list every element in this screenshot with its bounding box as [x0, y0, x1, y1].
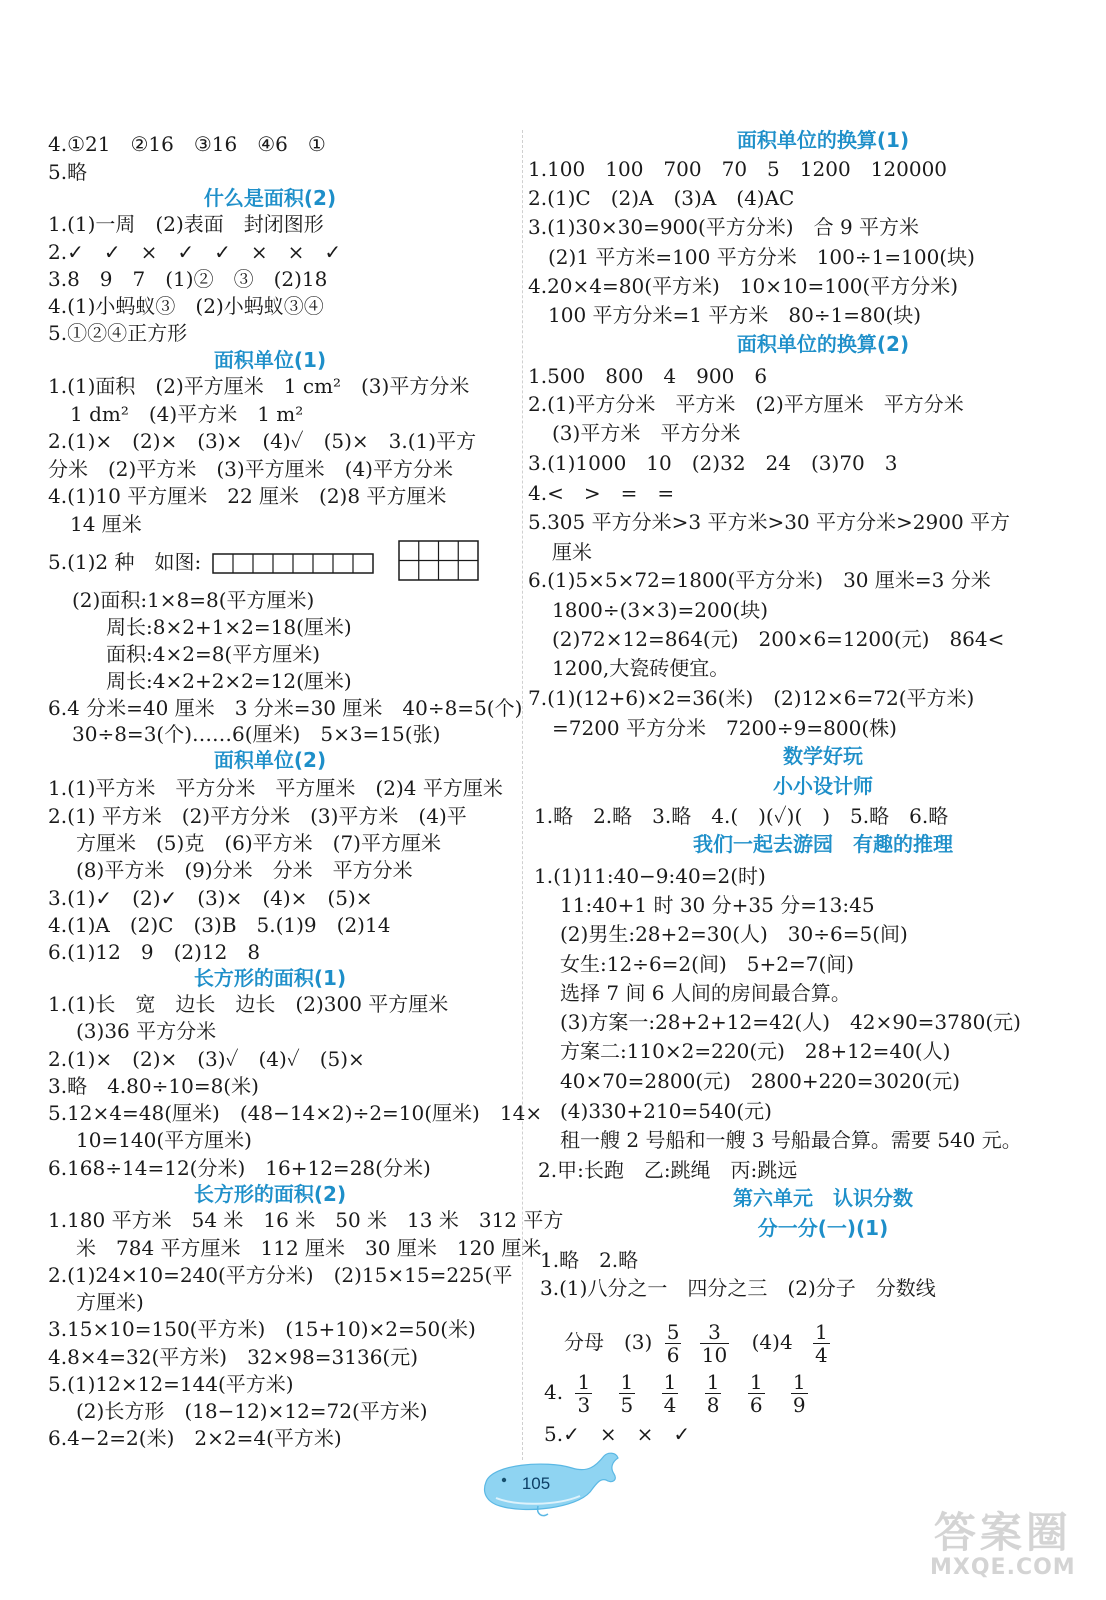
fraction — [705, 1371, 722, 1416]
answer-line: 6.(1)5×5×72=1800(平方分米) 30 厘米=3 分米 — [528, 568, 991, 592]
grid-figure-1x8 — [212, 553, 376, 575]
answer-line: (2)长方形 (18−12)×12=72(平方米) — [76, 1399, 428, 1423]
numerator: 3 — [700, 1321, 729, 1344]
answer-line: 1.略 2.略 — [540, 1248, 639, 1272]
answer-line: =7200 平方分米 7200÷9=800(株) — [552, 716, 897, 740]
answer-line: 面积:4×2=8(平方厘米) — [106, 642, 321, 666]
answer-line: 3.(1)八分之一 四分之三 (2)分子 分数线 — [540, 1276, 936, 1300]
answer-line: 选择 7 间 6 人间的房间最合算。 — [560, 981, 851, 1005]
fraction — [665, 1321, 682, 1366]
answer-line: 4.(1)10 平方厘米 22 厘米 (2)8 平方厘米 — [48, 484, 447, 508]
answer-line: 1.500 800 4 900 6 — [528, 364, 768, 388]
section-heading: 面积单位的换算(1) — [736, 128, 910, 152]
answer-line: 1.(1)11:40−9:40=2(时) — [534, 864, 766, 888]
answer-text: (4)4 — [751, 1330, 793, 1354]
answer-line: 10=140(平方厘米) — [76, 1128, 252, 1152]
answer-line: 2.(1)平方分米 平方米 (2)平方厘米 平方分米 — [528, 392, 964, 416]
answer-line: (2)72×12=864(元) 200×6=1200(元) 864< — [552, 627, 1005, 651]
numerator: 1 — [815, 1320, 828, 1344]
answer-line: 2.✓ ✓ × ✓ ✓ × × ✓ — [48, 240, 342, 264]
answer-line: 2.(1)24×10=240(平方分米) (2)15×15=225(平 — [48, 1263, 513, 1287]
answer-line: 1.(1)长 宽 边长 边长 (2)300 平方厘米 — [48, 992, 449, 1016]
answer-line: 1.100 100 700 70 5 1200 120000 — [528, 157, 948, 181]
answer-line: 5.(1)12×12=144(平方米) — [48, 1372, 294, 1396]
numerator: 1 — [749, 1370, 763, 1394]
denominator: 3 — [577, 1393, 591, 1417]
answer-line: 3.8 9 7 (1)② ③ (2)18 — [48, 267, 328, 291]
denominator: 9 — [792, 1393, 806, 1417]
answer-line: 4.(1)A (2)C (3)B 5.(1)9 (2)14 — [48, 913, 391, 937]
numerator: 1 — [620, 1370, 634, 1394]
answer-line: 2.甲:长跑 乙:跳绳 丙:跳远 — [538, 1158, 798, 1182]
answer-line: 方案二:110×2=220(元) 28+12=40(人) — [560, 1039, 951, 1063]
fraction — [791, 1371, 808, 1416]
watermark-logo-text: 答案圈 — [933, 1508, 1072, 1557]
fraction — [619, 1371, 636, 1416]
answer-line — [48, 548, 376, 576]
section-heading: 什么是面积(2) — [203, 186, 337, 210]
section-heading: 面积单位的换算(2) — [736, 332, 910, 356]
answer-line: 2.(1)C (2)A (3)A (4)AC — [528, 186, 795, 210]
denominator: 6 — [666, 1343, 680, 1367]
answer-line: 方厘米 (5)克 (6)平方米 (7)平方厘米 — [76, 831, 441, 855]
answer-line: 5.①②④正方形 — [48, 321, 188, 345]
answer-line: 4.20×4=80(平方米) 10×10=100(平方分米) — [528, 274, 959, 298]
answer-line: 方厘米) — [76, 1290, 144, 1314]
fraction — [575, 1371, 592, 1416]
answer-line: 3.(1)✓ (2)✓ (3)× (4)× (5)× — [48, 886, 373, 910]
answer-line: 4.(1)小蚂蚁③ (2)小蚂蚁③④ — [48, 294, 324, 318]
answer-line: 厘米 — [552, 540, 592, 564]
denominator: 4 — [663, 1393, 677, 1417]
answer-line: 1.(1)平方米 平方分米 平方厘米 (2)4 平方厘米 — [48, 776, 503, 800]
answer-line: 5.✓ × × ✓ — [544, 1422, 691, 1446]
answer-line: 4.8×4=32(平方米) 32×98=3136(元) — [48, 1345, 419, 1369]
denominator: 4 — [815, 1343, 828, 1367]
answer-line: 周长:4×2+2×2=12(厘米) — [106, 669, 352, 693]
denominator: 5 — [620, 1393, 634, 1417]
answer-line: 5.12×4=48(厘米) (48−14×2)÷2=10(厘米) 14× — [48, 1101, 543, 1125]
answer-line: 11:40+1 时 30 分+35 分=13:45 — [560, 893, 875, 917]
answer-line: (3)平方米 平方分米 — [552, 421, 741, 445]
answer-line: 米 784 平方厘米 112 厘米 30 厘米 120 厘米 — [76, 1236, 542, 1260]
answer-line: 女生:12÷6=2(间) 5+2=7(间) — [560, 952, 855, 976]
denominator: 10 — [701, 1343, 728, 1367]
answer-line: 1.180 平方米 54 米 16 米 50 米 13 米 312 平方 — [48, 1208, 564, 1232]
answer-line: 1.(1)面积 (2)平方厘米 1 cm² (3)平方分米 — [48, 374, 470, 398]
fraction — [700, 1321, 729, 1366]
numerator: 1 — [663, 1370, 677, 1394]
answer-line: 分米 (2)平方米 (3)平方厘米 (4)平方分米 — [48, 457, 453, 481]
answer-line: 5.305 平方分米>3 平方米>30 平方分米>2900 平方 — [528, 510, 1011, 534]
answer-line: 1.略 2.略 3.略 4.( )(✓)( ) 5.略 6.略 — [534, 804, 949, 828]
section-heading: 面积单位(2) — [213, 748, 327, 772]
section-heading: 分一分(一)(1) — [757, 1216, 889, 1240]
answer-line: 2.(1) 平方米 (2)平方分米 (3)平方米 (4)平 — [48, 804, 467, 828]
answer-text: 4. — [544, 1380, 564, 1404]
section-heading: 面积单位(1) — [213, 348, 327, 372]
grid-figure-2x4 — [398, 540, 480, 582]
answer-line: 租一艘 2 号船和一艘 3 号船最合算。需要 540 元。 — [560, 1128, 1022, 1152]
watermark-url: MXQE.COM — [930, 1555, 1076, 1580]
answer-line: 40×70=2800(元) 2800+220=3020(元) — [560, 1069, 961, 1093]
answer-line: 周长:8×2+1×2=18(厘米) — [106, 615, 352, 639]
answer-line: 5.略 — [48, 160, 88, 184]
answer-line: 6.168÷14=12(分米) 16+12=28(分米) — [48, 1156, 431, 1180]
fraction — [662, 1371, 679, 1416]
answer-line: 3.略 4.80÷10=8(米) — [48, 1074, 259, 1098]
answer-line: 1.(1)一周 (2)表面 封闭图形 — [48, 212, 324, 236]
answer-line: 1800÷(3×3)=200(块) — [552, 598, 769, 622]
section-heading: 小小设计师 — [773, 774, 873, 798]
page-number: 105 — [521, 1474, 551, 1493]
answer-line: 3.(1)1000 10 (2)32 24 (3)70 3 — [528, 451, 898, 475]
answer-line: 6.4 分米=40 厘米 3 分米=30 厘米 40÷8=5(个) — [48, 696, 523, 720]
section-heading: 第六单元 认识分数 — [733, 1186, 913, 1210]
answer-line: (8)平方米 (9)分米 分米 平方分米 — [76, 858, 413, 882]
answer-line: 2.(1)× (2)× (3)✓ (4)✓ (5)× — [48, 1047, 365, 1071]
answer-line: (3)方案一:28+2+12=42(人) 42×90=3780(元) — [560, 1010, 1021, 1034]
answer-line: 7.(1)(12+6)×2=36(米) (2)12×6=72(平方米) — [528, 686, 975, 710]
section-heading: 长方形的面积(1) — [193, 966, 347, 990]
answer-line: 6.4−2=2(米) 2×2=4(平方米) — [48, 1426, 342, 1450]
answer-text: 分母 (3) — [564, 1330, 653, 1354]
section-heading: 我们一起去游园 有趣的推理 — [693, 832, 953, 856]
fraction — [748, 1371, 765, 1416]
answer-line: 14 厘米 — [70, 512, 142, 536]
answer-line: 4.< > = = — [528, 481, 675, 505]
answer-line: 2.(1)× (2)× (3)× (4)✓ (5)× 3.(1)平方 — [48, 429, 477, 453]
answer-line: (2)1 平方米=100 平方分米 100÷1=100(块) — [548, 245, 975, 269]
answer-line: 3.(1)30×30=900(平方分米) 合 9 平方米 — [528, 215, 920, 239]
watermark — [930, 1510, 1076, 1580]
answer-line: 3.15×10=150(平方米) (15+10)×2=50(米) — [48, 1317, 476, 1341]
answer-line-fractions — [564, 1318, 836, 1366]
section-heading: 长方形的面积(2) — [193, 1182, 347, 1206]
answer-line: (2)男生:28+2=30(人) 30÷6=5(间) — [560, 922, 908, 946]
answer-line: 6.(1)12 9 (2)12 8 — [48, 940, 261, 964]
numerator: 1 — [706, 1370, 720, 1394]
answer-line: 30÷8=3(个)……6(厘米) 5×3=15(张) — [72, 722, 441, 746]
answer-line: 1200,大瓷砖便宜。 — [552, 656, 730, 680]
answer-line: (4)330+210=540(元) — [560, 1099, 772, 1123]
numerator: 1 — [577, 1370, 591, 1394]
answer-line: 1 dm² (4)平方米 1 m² — [70, 402, 304, 426]
answer-line: 100 平方分米=1 平方米 80÷1=80(块) — [548, 303, 922, 327]
answer-line: (3)36 平方分米 — [76, 1019, 217, 1043]
fraction — [813, 1321, 830, 1366]
answer-line-fractions — [544, 1368, 814, 1416]
answer-line: (2)面积:1×8=8(平方厘米) — [72, 588, 315, 612]
answer-text: 5.(1)2 种 如图: — [48, 550, 202, 574]
section-heading: 数学好玩 — [783, 744, 863, 768]
numerator: 5 — [666, 1320, 680, 1344]
answer-line: 4.①21 ②16 ③16 ④6 ① — [48, 132, 326, 156]
denominator: 8 — [706, 1393, 720, 1417]
numerator: 1 — [792, 1370, 806, 1394]
denominator: 6 — [749, 1393, 763, 1417]
